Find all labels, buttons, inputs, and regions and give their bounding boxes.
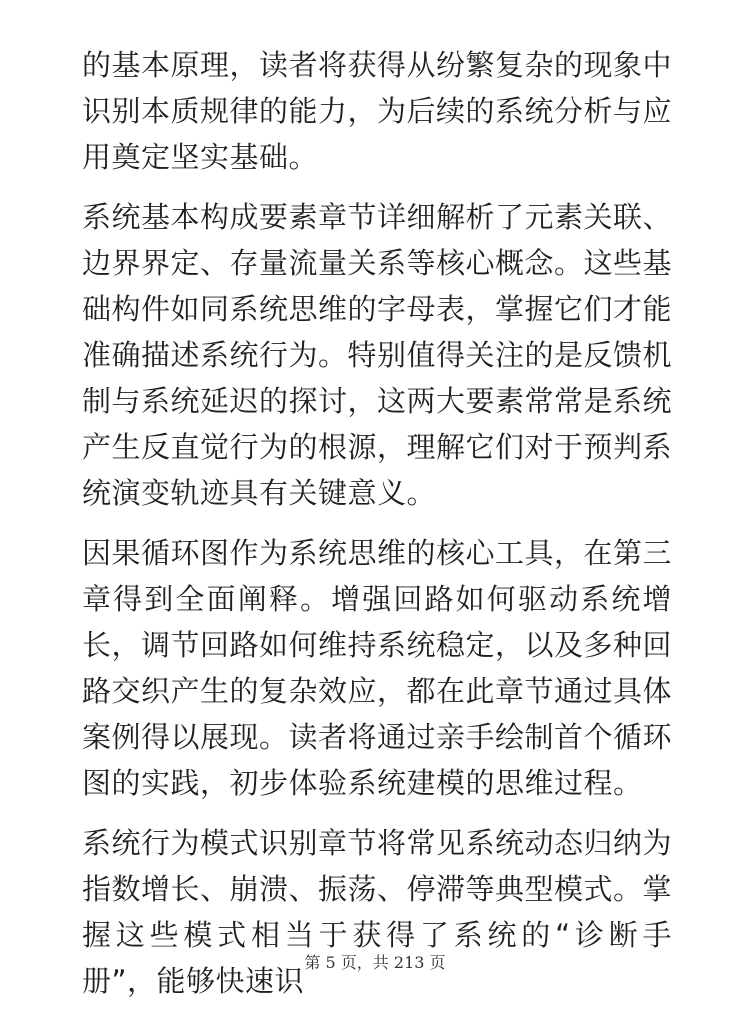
paragraph-4: 系统行为模式识别章节将常见系统动态归纳为指数增长、崩溃、振荡、停滞等典型模式。掌握这些模式相当于获得了系统的“诊断手册”，能够快速识	[82, 826, 673, 998]
paragraph-2: 系统基本构成要素章节详细解析了元素关联、边界界定、存量流量关系等核心概念。这些基础构件如同系统思维的字母表，掌握它们才能准确描述系统行为。特别值得关注的是反馈机制与系统延迟的探讨，这两大要素常常是系统产生反直觉行为的根源，理解它们对于预判系统演变轨迹具有关键意义。	[82, 200, 673, 510]
paragraph-3: 因果循环图作为系统思维的核心工具，在第三章得到全面阐释。增强回路如何驱动系统增长，调节回路如何维持系统稳定，以及多种回路交织产生的复杂效应，都在此章节通过具体案例得以展现。读者将通过亲手绘制首个循环图的实践，初步体验系统建模的思维过程。	[82, 536, 673, 800]
page-number-footer: 第 5 页，共 213 页	[304, 953, 446, 972]
paragraph-1: 的基本原理，读者将获得从纷繁复杂的现象中识别本质规律的能力，为后续的系统分析与应用奠定坚实基础。	[82, 48, 673, 174]
page-body	[82, 42, 672, 1018]
